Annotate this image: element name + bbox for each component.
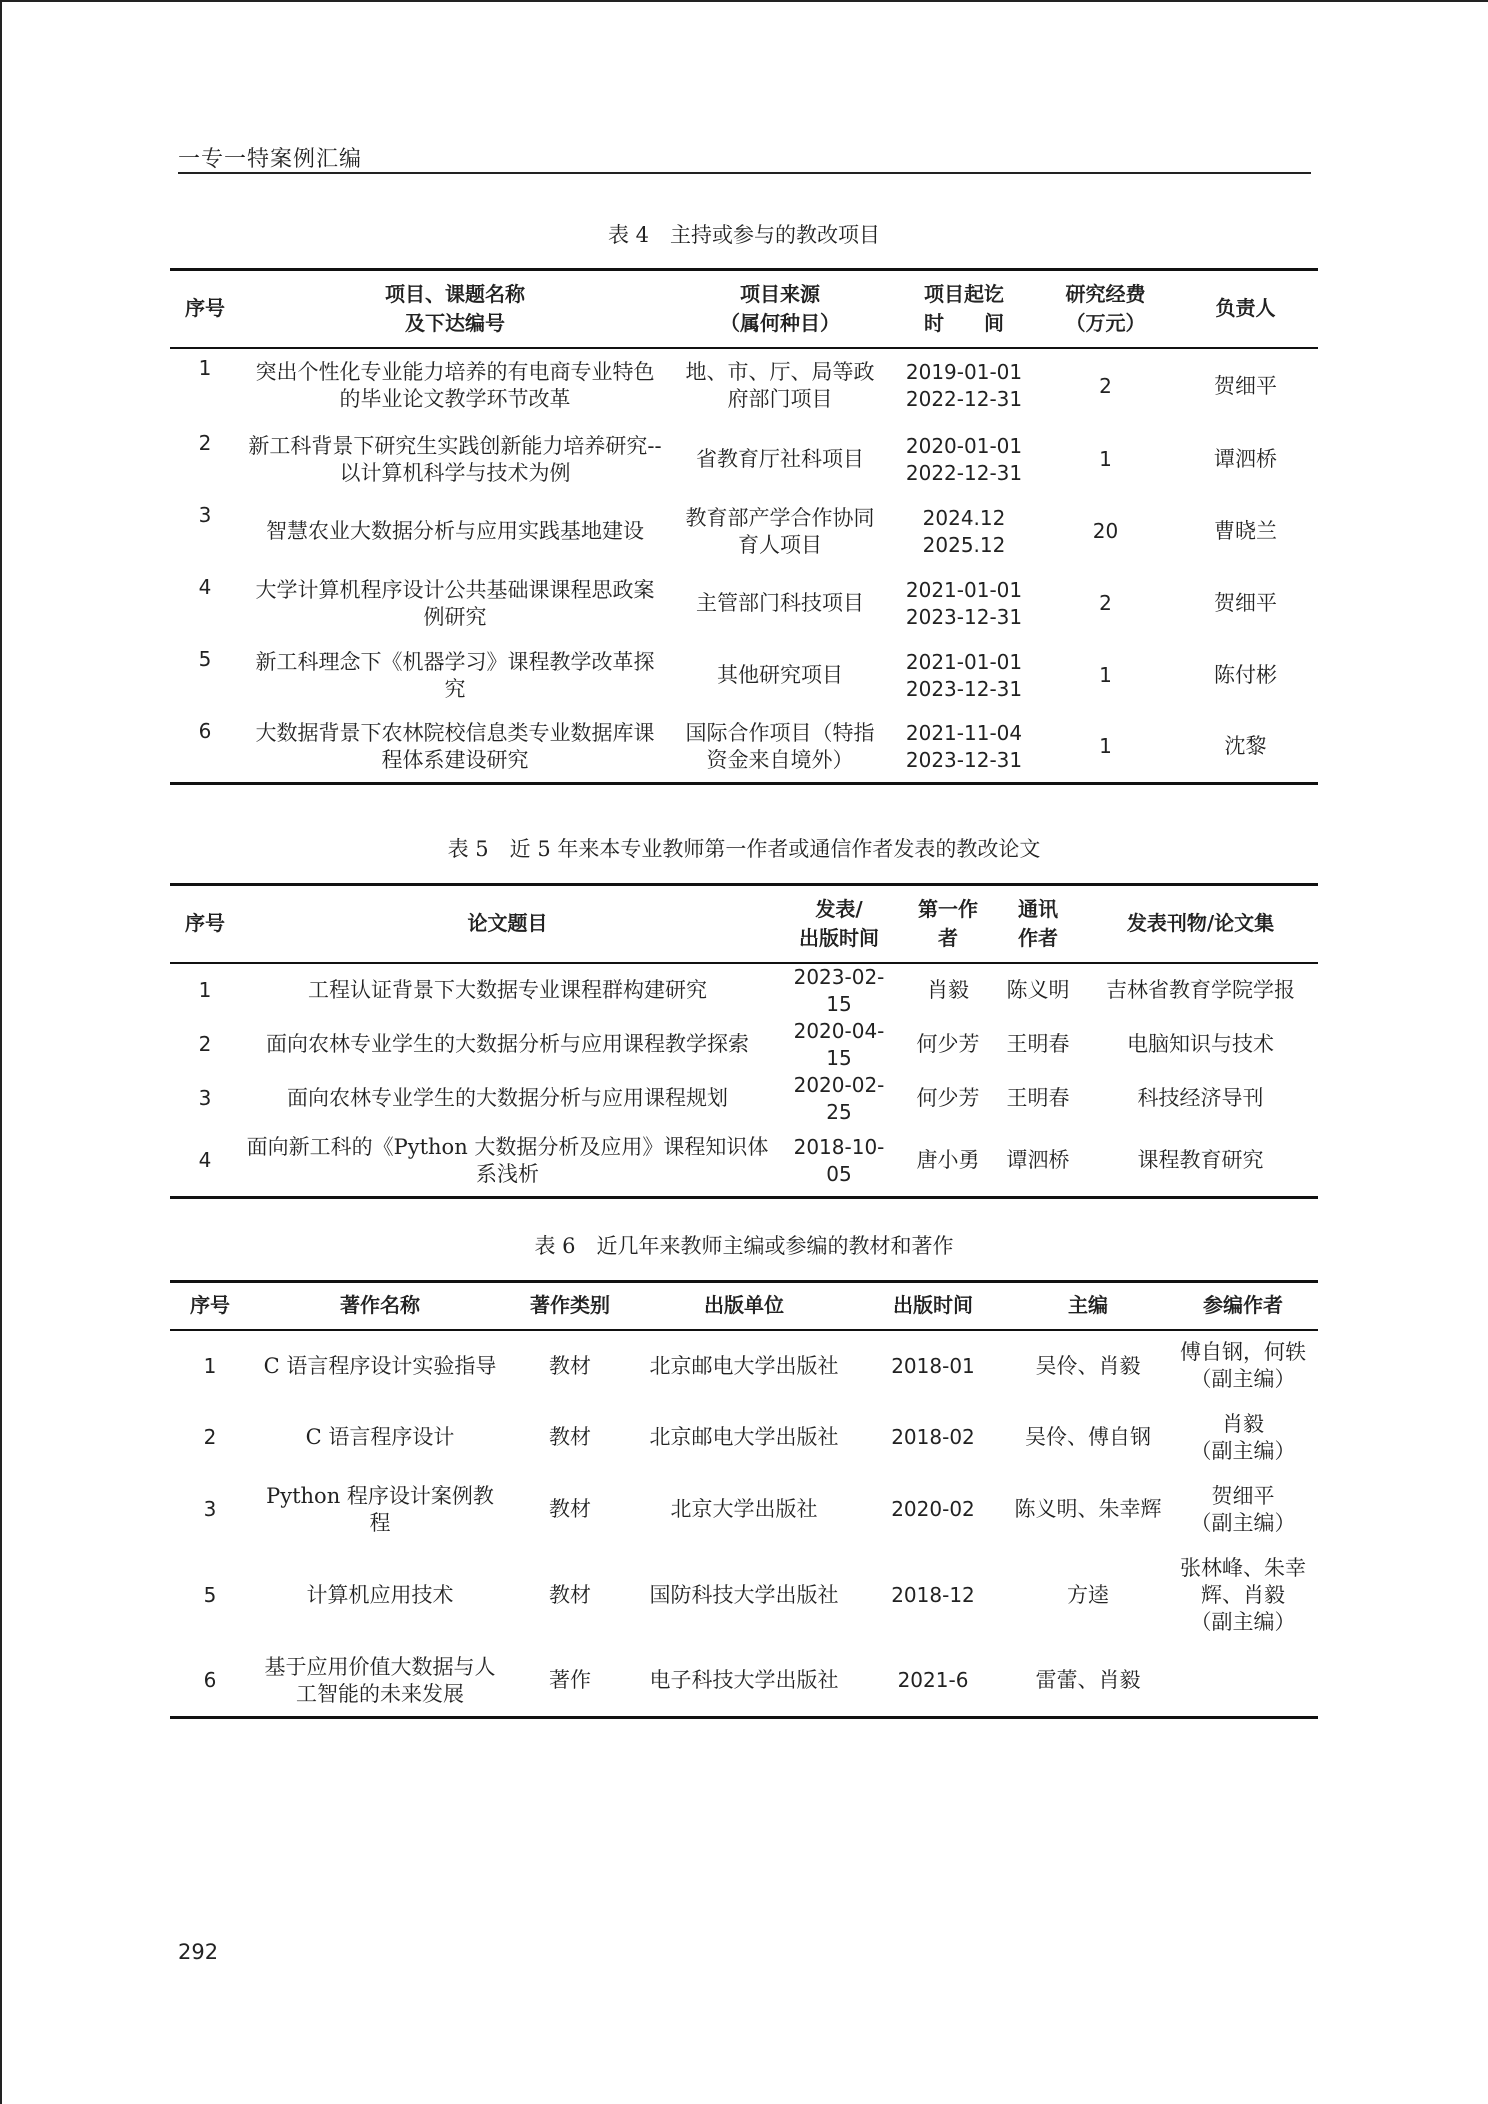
table4-cell-period: 2021-01-01 2023-12-31 xyxy=(905,577,1023,629)
table4-cell-title: 智慧农业大数据分析与应用实践基地建设 xyxy=(266,519,644,543)
table6-header-row xyxy=(170,1282,1318,1330)
running-head: 一专一特案例汇编 xyxy=(178,147,363,172)
table5-cell-index: 4 xyxy=(198,1148,212,1173)
table6-cell-type: 著作 xyxy=(549,1668,591,1693)
table6-caption: 表 6 近几年来教师主编或参编的教材和著作 xyxy=(534,1234,954,1258)
table5-header-cell: 发表/ 出版时间 xyxy=(799,896,879,950)
table5-cell-corresponding-author: 谭泗桥 xyxy=(1006,1148,1070,1173)
table4-header-row xyxy=(170,270,1318,348)
table4-cell-source: 省教育厅社科项目 xyxy=(696,447,864,471)
table5-cell-title: 面向农林专业学生的大数据分析与应用课程教学探索 xyxy=(266,1032,749,1056)
table4-cell-funding: 2 xyxy=(1099,373,1112,398)
table4-cell-title: 新工科理念下《机器学习》课程教学改革探究 xyxy=(255,649,655,701)
table6-cell-title: C 语言程序设计 xyxy=(305,1425,455,1449)
table5-cell-corresponding-author: 王明春 xyxy=(1006,1032,1070,1056)
table6-cell-title: Python 程序设计案例教程 xyxy=(266,1483,494,1535)
table6-header-cell: 参编作者 xyxy=(1203,1293,1283,1318)
table4-cell-title: 新工科背景下研究生实践创新能力培养研究--以计算机科学与技术为例 xyxy=(248,433,662,485)
page-frame-top xyxy=(0,0,1488,2)
table6-cell-date: 2018-02 xyxy=(891,1425,975,1449)
table4-header-cell: 负责人 xyxy=(1215,296,1276,321)
table-row xyxy=(170,640,1318,712)
table6-header-cell: 序号 xyxy=(190,1293,230,1318)
table6-cell-date: 2021-6 xyxy=(897,1668,969,1693)
table4-cell-source: 地、市、厅、局等政府部门项目 xyxy=(685,360,875,411)
table4-header-cell: 项目、课题名称 及下达编号 xyxy=(385,281,525,335)
table6-cell-publisher: 北京邮电大学出版社 xyxy=(649,1425,839,1449)
table6-header-cell: 出版单位 xyxy=(704,1293,784,1318)
table6-cell-type: 教材 xyxy=(549,1425,591,1449)
table6-cell-index: 3 xyxy=(203,1497,217,1521)
table6-cell-title: C 语言程序设计实验指导 xyxy=(263,1353,497,1378)
table5-cell-title: 面向农林专业学生的大数据分析与应用课程规划 xyxy=(287,1086,728,1110)
table-row xyxy=(170,1402,1318,1474)
table4-cell-index: 2 xyxy=(198,430,212,455)
table4-cell-source: 主管部门科技项目 xyxy=(696,591,864,615)
table6-cell-coauthors: 贺细平 （副主编） xyxy=(1190,1483,1296,1535)
table-row xyxy=(170,424,1318,496)
table-row xyxy=(170,496,1318,568)
table5-cell-first-author: 何少芳 xyxy=(916,1032,980,1056)
table4-cell-source: 其他研究项目 xyxy=(717,663,843,687)
table6 xyxy=(170,1280,1318,1719)
table5-cell-first-author: 肖毅 xyxy=(927,978,969,1002)
table6-cell-type: 教材 xyxy=(549,1353,591,1378)
table-row xyxy=(170,1646,1318,1718)
table4-cell-source: 教育部产学合作协同育人项目 xyxy=(685,505,875,557)
table4-cell-funding: 1 xyxy=(1099,663,1112,687)
table6-cell-index: 1 xyxy=(203,1353,217,1378)
table-row xyxy=(170,1126,1318,1198)
table5-cell-date: 2023-02-15 xyxy=(793,964,885,1016)
table5-header-cell: 序号 xyxy=(185,911,225,936)
table6-header-cell: 著作名称 xyxy=(340,1293,420,1318)
table4-cell-index: 4 xyxy=(198,574,212,599)
table4-cell-title: 大数据背景下农林院校信息类专业数据库课程体系建设研究 xyxy=(255,720,655,772)
table4-caption: 表 4 主持或参与的教改项目 xyxy=(607,223,881,247)
table4-cell-leader: 谭泗桥 xyxy=(1214,447,1277,471)
table6-header-cell: 出版时间 xyxy=(893,1293,973,1318)
table4-cell-period: 2020-01-01 2022-12-31 xyxy=(905,433,1023,485)
table4-cell-index: 1 xyxy=(198,355,212,380)
table6-cell-publisher: 电子科技大学出版社 xyxy=(649,1668,839,1693)
table6-cell-coauthors: 傅自钢，何轶 （副主编） xyxy=(1180,1340,1306,1391)
table5-header-cell: 通讯 作者 xyxy=(1018,896,1058,950)
page-frame-left xyxy=(0,0,2,2104)
table6-cell-publisher: 北京大学出版社 xyxy=(670,1497,818,1521)
table4-cell-leader: 陈付彬 xyxy=(1214,663,1277,687)
table6-cell-date: 2018-01 xyxy=(891,1353,975,1378)
table5-header-cell: 第一作 者 xyxy=(918,896,978,950)
table6-cell-editor: 方逵 xyxy=(1067,1583,1109,1607)
table6-header-cell: 著作类别 xyxy=(530,1293,610,1318)
table5-header-cell: 发表刊物/论文集 xyxy=(1126,911,1275,936)
table-row xyxy=(170,1330,1318,1402)
table-row xyxy=(170,1018,1318,1072)
table4-header-cell: 项目起讫 时 间 xyxy=(924,281,1004,335)
table6-cell-index: 2 xyxy=(203,1425,217,1449)
table4-cell-period: 2021-01-01 2023-12-31 xyxy=(905,649,1023,701)
table6-cell-title: 基于应用价值大数据与人工智能的未来发展 xyxy=(264,1654,496,1706)
table4-cell-index: 6 xyxy=(198,718,212,743)
table4-cell-period: 2019-01-01 2022-12-31 xyxy=(905,360,1023,411)
table5-cell-journal: 电脑知识与技术 xyxy=(1127,1032,1274,1056)
table5-cell-corresponding-author: 王明春 xyxy=(1006,1086,1070,1110)
table5-cell-first-author: 何少芳 xyxy=(916,1086,980,1110)
table4-cell-leader: 曹晓兰 xyxy=(1214,519,1277,543)
table4-header-cell: 项目来源 （属何种目） xyxy=(720,281,840,335)
table5-header-cell: 论文题目 xyxy=(467,911,548,936)
table4-cell-leader: 沈黎 xyxy=(1224,734,1267,759)
table6-cell-coauthors xyxy=(1168,1646,1318,1718)
table5-caption: 表 5 近 5 年来本专业教师第一作者或通信作者发表的教改论文 xyxy=(447,837,1041,861)
table5-cell-date: 2020-04-15 xyxy=(793,1018,885,1070)
table4-cell-index: 3 xyxy=(198,502,212,527)
table6-cell-coauthors: 肖毅 （副主编） xyxy=(1190,1411,1296,1463)
table4-cell-leader: 贺细平 xyxy=(1214,373,1277,398)
table-row xyxy=(170,712,1318,784)
table4-cell-period: 2021-11-04 2023-12-31 xyxy=(905,720,1023,772)
table6-cell-type: 教材 xyxy=(549,1497,591,1521)
table-row xyxy=(170,1072,1318,1126)
table6-cell-index: 5 xyxy=(203,1583,217,1607)
table5-cell-index: 3 xyxy=(198,1086,212,1110)
table4-cell-funding: 20 xyxy=(1092,519,1119,543)
table5-cell-first-author: 唐小勇 xyxy=(916,1148,980,1173)
table6-cell-index: 6 xyxy=(203,1668,217,1693)
table6-cell-title: 计算机应用技术 xyxy=(306,1583,454,1607)
table6-cell-publisher: 北京邮电大学出版社 xyxy=(649,1353,839,1378)
table5-cell-journal: 科技经济导刊 xyxy=(1137,1086,1264,1110)
table5-cell-title: 工程认证背景下大数据专业课程群构建研究 xyxy=(308,978,707,1002)
table5-cell-journal: 吉林省教育学院学报 xyxy=(1106,978,1295,1002)
table5 xyxy=(170,883,1318,1199)
table5-cell-date: 2020-02-25 xyxy=(793,1072,885,1124)
table4-cell-period: 2024.12 2025.12 xyxy=(922,505,1006,557)
table6-cell-editor: 雷蕾、肖毅 xyxy=(1035,1668,1141,1693)
table5-cell-corresponding-author: 陈义明 xyxy=(1006,978,1070,1002)
table5-header-row xyxy=(170,885,1318,963)
table4-header-cell: 研究经费 （万元） xyxy=(1065,281,1146,335)
table6-cell-editor: 陈义明、朱幸辉 xyxy=(1014,1497,1162,1521)
table4-cell-funding: 2 xyxy=(1099,591,1112,615)
table6-cell-date: 2020-02 xyxy=(891,1497,975,1521)
table6-cell-publisher: 国防科技大学出版社 xyxy=(649,1583,839,1607)
table4-cell-funding: 1 xyxy=(1099,734,1112,759)
table4-cell-title: 大学计算机程序设计公共基础课课程思政案例研究 xyxy=(255,577,655,629)
table5-cell-index: 2 xyxy=(198,1032,212,1056)
header-rule xyxy=(178,172,1311,174)
table5-cell-journal: 课程教育研究 xyxy=(1137,1148,1264,1173)
table-row xyxy=(170,1474,1318,1546)
table5-cell-index: 1 xyxy=(198,978,212,1002)
table6-cell-coauthors: 张林峰、朱幸辉、肖毅 （副主编） xyxy=(1180,1556,1306,1634)
table5-cell-date: 2018-10-05 xyxy=(793,1134,885,1186)
table4-header-cell: 序号 xyxy=(185,296,225,321)
table4-cell-leader: 贺细平 xyxy=(1214,591,1277,615)
table6-cell-editor: 吴伶、肖毅 xyxy=(1035,1353,1141,1378)
table-row xyxy=(170,963,1318,1018)
table4-cell-index: 5 xyxy=(198,646,212,671)
table4-cell-source: 国际合作项目（特指资金来自境外） xyxy=(685,720,875,772)
table6-cell-date: 2018-12 xyxy=(891,1583,975,1607)
table6-cell-type: 教材 xyxy=(549,1583,591,1607)
table6-header-cell: 主编 xyxy=(1068,1293,1108,1318)
table-row xyxy=(170,348,1318,424)
table-row xyxy=(170,1546,1318,1646)
table4 xyxy=(170,268,1318,785)
table4-cell-funding: 1 xyxy=(1099,447,1112,471)
table-row xyxy=(170,568,1318,640)
table6-cell-editor: 吴伶、傅自钢 xyxy=(1025,1425,1151,1449)
page-number: 292 xyxy=(178,1940,219,1964)
table5-cell-title: 面向新工科的《Python 大数据分析及应用》课程知识体系浅析 xyxy=(246,1134,769,1186)
table4-cell-title: 突出个性化专业能力培养的有电商专业特色的毕业论文教学环节改革 xyxy=(255,360,655,411)
